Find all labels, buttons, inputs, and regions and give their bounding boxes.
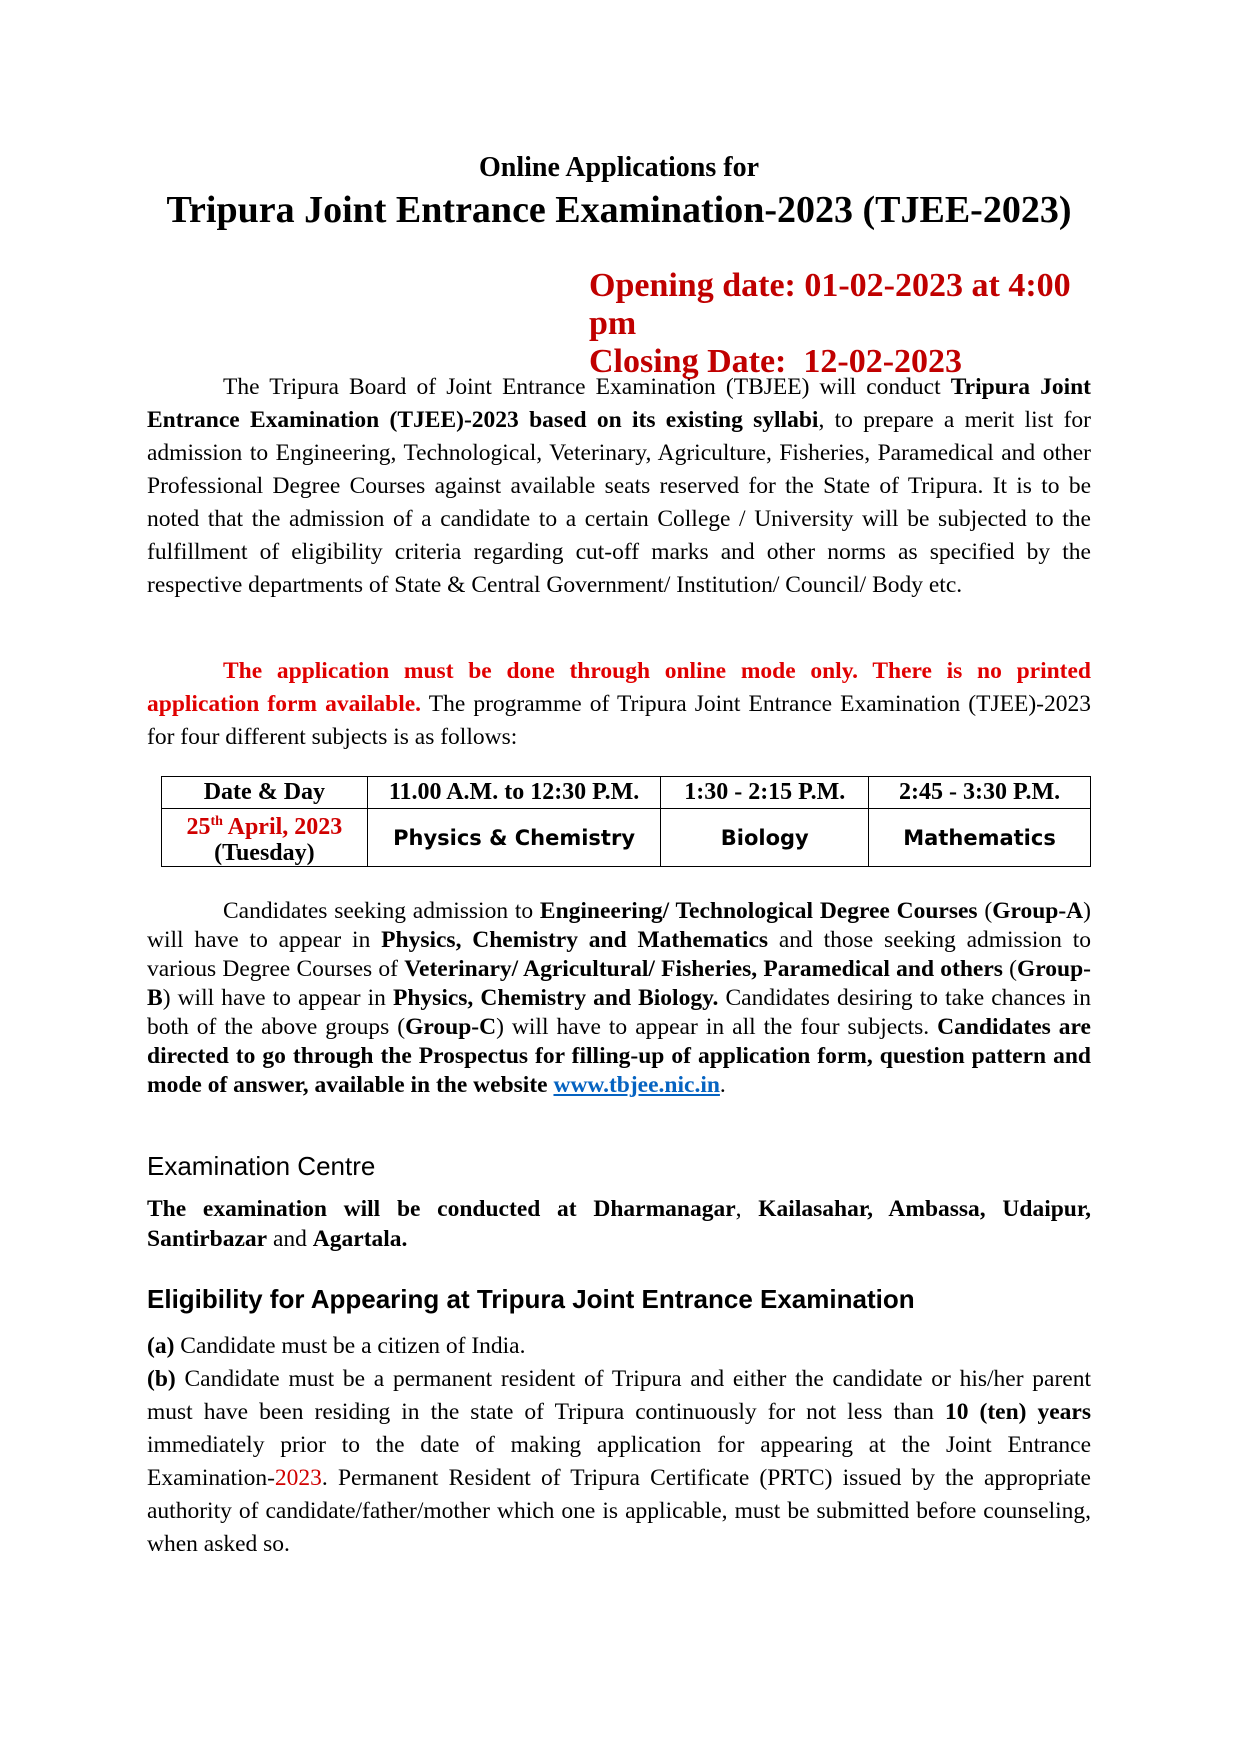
eligibility-item-a [147, 1330, 1091, 1363]
intro-text-1: The Tripura Board of Joint Entrance Examination (TBJEE) will conduct [223, 374, 951, 400]
groups-text: ( [1002, 956, 1017, 982]
item-red-year: 2023 [274, 1465, 322, 1491]
exam-date-suffix: th [210, 814, 223, 829]
groups-bold: Physics, Chemistry and Biology. [393, 985, 719, 1011]
groups-text: ) will have to appear in all the four subjects. [496, 1014, 938, 1040]
programme-intro: The programme of Tripura Joint Entrance Examination (TJEE)-2023 for four different subjects is as follows: [147, 691, 1091, 750]
groups-text: Candidates seeking admission to [223, 898, 540, 924]
groups-text: . [719, 1072, 726, 1098]
item-text: Candidate must be a citizen of India. [174, 1333, 526, 1359]
centre-bold: The examination will be conducted at Dharmanagar [147, 1196, 736, 1222]
intro-text-2: , to prepare a merit list for admission to Engineering, Technological, Veterinary, Agriculture, Fisheries, Paramedical and other Professional Degree Courses against available seats reserved for the State of Tripura. It is to be noted that the admission of a candidate to a certain College / University will be subjected to the fulfillment of eligibility criteria regarding cut-off marks and other norms as specified by the respective departments of State & Central Government/ Institution/ Council/ Body etc. [147, 407, 1091, 598]
groups-text: Candidates desiring to take chances in both of the above groups ( [147, 985, 1091, 1040]
item-text: immediately prior to the date of making application for appearing at the Joint Entrance Examination- [147, 1432, 1091, 1491]
table-row [162, 809, 1091, 867]
groups-bold: Group-B [147, 956, 1091, 1011]
online-only-notice: The application must be done through online mode only. There is no printed application form available. [147, 658, 1091, 717]
groups-text: ( [977, 898, 993, 924]
page-title: Tripura Joint Entrance Examination-2023 (TJEE-2023) [166, 189, 1072, 231]
groups-bold: Group-A [992, 898, 1084, 924]
item-bold: 10 (ten) years [944, 1399, 1092, 1425]
application-dates [589, 267, 1091, 381]
groups-text: ) will have to appear in [147, 898, 1091, 953]
groups-text: ) will have to appear in [162, 985, 393, 1011]
table-header-row [162, 777, 1091, 809]
exam-schedule-table [161, 776, 1091, 867]
centre-text: , [735, 1196, 759, 1222]
closing-date: Closing Date: 12-02-2023 [589, 343, 963, 380]
header-slot-1: 11.00 A.M. to 12:30 P.M. [367, 777, 661, 809]
exam-centre-paragraph [147, 1194, 1091, 1254]
intro-bold: Tripura Joint Entrance Examination (TJEE)-2023 based on its existing syllabi [147, 374, 1091, 433]
groups-bold: Physics, Chemistry and Mathematics [381, 927, 769, 953]
online-mode-paragraph [147, 655, 1091, 754]
exam-date-cell [162, 809, 368, 867]
eligibility-heading: Eligibility for Appearing at Tripura Joint Entrance Examination [147, 1284, 915, 1314]
prospectus-notice: Candidates are directed to go through the Prospectus for filling-up of application form, question pattern and mode of answer, available in the website [147, 1014, 1091, 1098]
groups-bold: Engineering/ Technological Degree Courses [539, 898, 978, 924]
eligibility-item-b [147, 1363, 1091, 1561]
subject-slot-1: Physics & Chemistry [367, 809, 661, 867]
centre-text: and [267, 1226, 313, 1252]
header-slot-2: 1:30 - 2:15 P.M. [661, 777, 869, 809]
exam-date-day: 25 [186, 814, 211, 840]
groups-bold: Group-C [405, 1014, 497, 1040]
exam-date-month: April, 2023 [222, 814, 343, 840]
item-label: (a) [147, 1333, 175, 1359]
exam-centre-heading: Examination Centre [147, 1151, 376, 1181]
intro-paragraph [147, 371, 1091, 602]
groups-text: and those seeking admission to various Degree Courses of [147, 927, 1091, 982]
groups-bold: Veterinary/ Agricultural/ Fisheries, Paramedical and others [404, 956, 1003, 982]
exam-weekday: (Tuesday) [214, 840, 315, 866]
website-link[interactable]: www.tbjee.nic.in [553, 1072, 720, 1098]
subject-slot-2: Biology [661, 809, 869, 867]
item-text: . Permanent Resident of Tripura Certificate (PRTC) issued by the appropriate authority of candidate/father/mother which one is applicable, must be submitted before counseling, when asked so. [147, 1465, 1091, 1557]
item-text: Candidate must be a permanent resident of Tripura and either the candidate or his/her parent must have been residing in the state of Tripura continuously for not less than [147, 1366, 1091, 1425]
page-subtitle: Online Applications for [478, 152, 760, 183]
header-date-day: Date & Day [162, 777, 368, 809]
groups-paragraph [147, 897, 1091, 1100]
centre-bold: Agartala. [312, 1226, 408, 1252]
exam-date [186, 814, 342, 840]
opening-date: Opening date: 01-02-2023 at 4:00 pm [589, 267, 1071, 342]
centre-bold: Kailasahar, Ambassa, Udaipur, Santirbazar [147, 1196, 1092, 1252]
subject-slot-3: Mathematics [869, 809, 1091, 867]
item-label: (b) [147, 1366, 176, 1392]
header-slot-3: 2:45 - 3:30 P.M. [869, 777, 1091, 809]
